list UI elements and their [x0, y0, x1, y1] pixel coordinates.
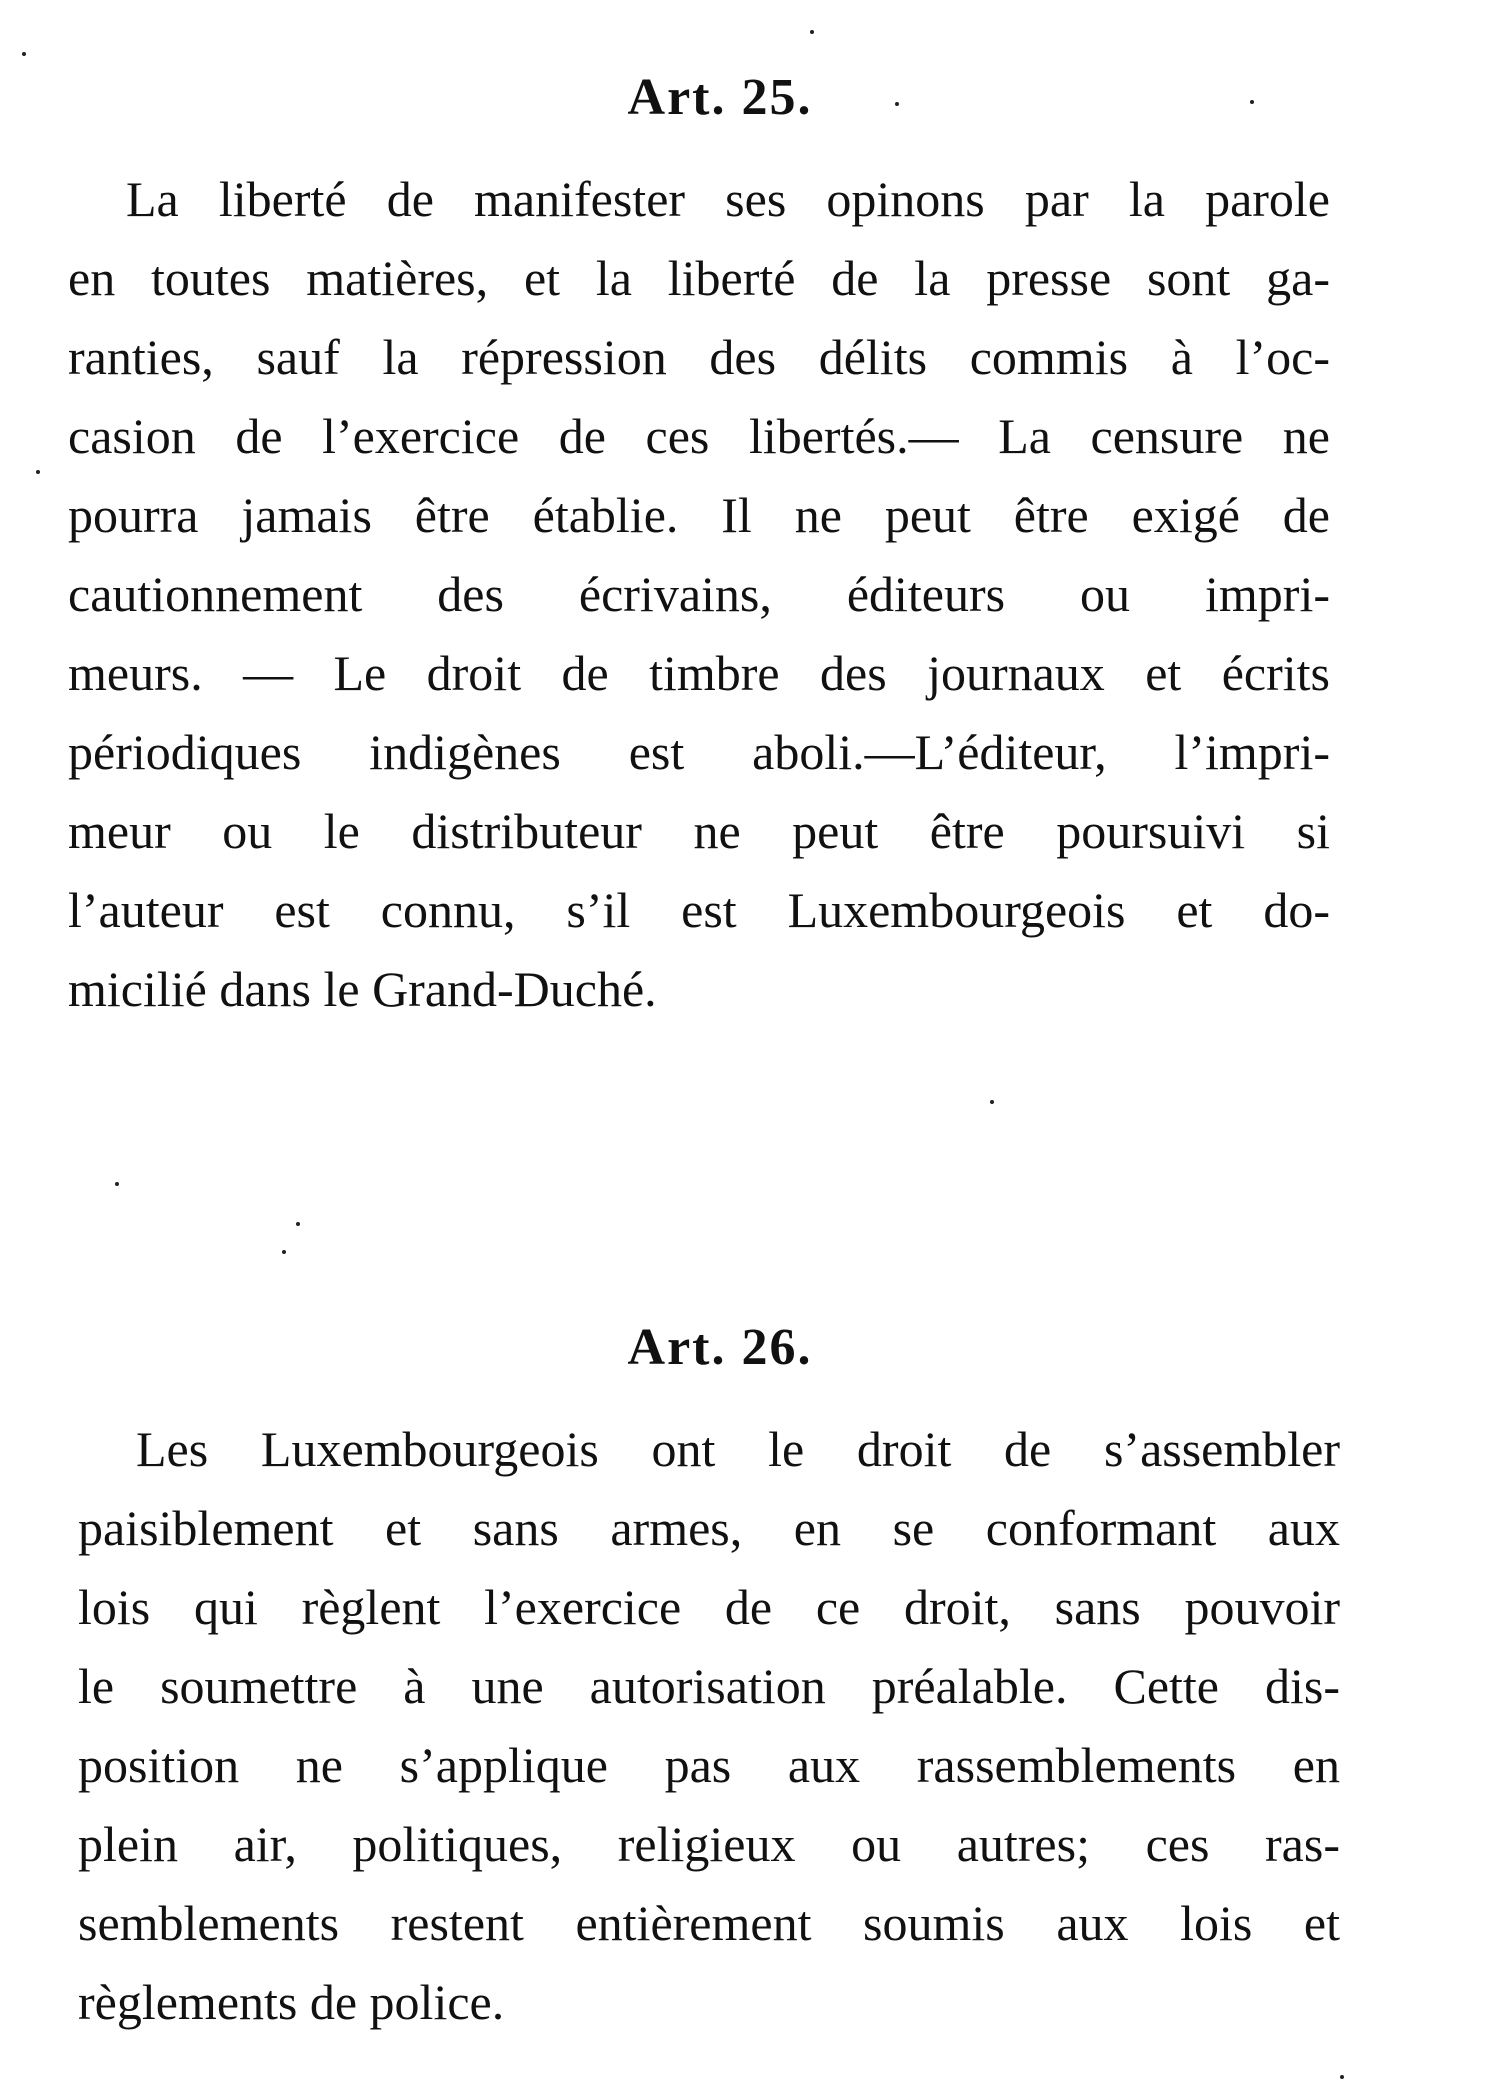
article-25-line: meur ou le distributeur ne peut être poursuivi si — [68, 803, 1330, 859]
scan-speck — [36, 470, 40, 474]
article-25-heading: Art. 25. — [627, 69, 813, 126]
article-25-line: l’auteur est connu, s’il est Luxembourgeois et do- — [68, 882, 1330, 938]
scan-speck — [1340, 2075, 1344, 2079]
article-26-line: position ne s’applique pas aux rassemblements en — [78, 1737, 1340, 1793]
article-25-line: La liberté de manifester ses opinons par la parole — [126, 171, 1330, 227]
article-26-line: le soumettre à une autorisation préalable. Cette dis- — [78, 1658, 1340, 1714]
article-25-line: meurs. — Le droit de timbre des journaux et écrits — [68, 645, 1330, 701]
scan-speck — [296, 1222, 300, 1226]
scan-speck — [810, 30, 814, 34]
article-26-line: semblements restent entièrement soumis aux lois et — [78, 1895, 1340, 1951]
scan-speck — [22, 52, 26, 56]
article-25-line: cautionnement des écrivains, éditeurs ou impri- — [68, 566, 1330, 622]
article-25-line: en toutes matières, et la liberté de la presse sont ga- — [68, 250, 1330, 306]
article-25-line: micilié dans le Grand-Duché. — [68, 961, 657, 1017]
scan-speck — [282, 1250, 286, 1254]
scan-speck — [115, 1182, 119, 1186]
article-26-line: Les Luxembourgeois ont le droit de s’assembler — [136, 1421, 1340, 1477]
article-25-line: périodiques indigènes est aboli.—L’éditeur, l’impri- — [68, 724, 1330, 780]
article-26-line: paisiblement et sans armes, en se conformant aux — [78, 1500, 1340, 1556]
article-26-line: règlements de police. — [78, 1974, 505, 2030]
article-26-line: plein air, politiques, religieux ou autres; ces ras- — [78, 1816, 1340, 1872]
article-26-line: lois qui règlent l’exercice de ce droit, sans pouvoir — [78, 1579, 1340, 1635]
article-26-body — [78, 1410, 1340, 2042]
scan-speck — [990, 1100, 994, 1104]
scan-speck — [895, 102, 899, 106]
article-25-line: casion de l’exercice de ces libertés.— La censure ne — [68, 408, 1330, 464]
scan-speck — [1250, 100, 1254, 104]
article-25-line: pourra jamais être établie. Il ne peut être exigé de — [68, 487, 1330, 543]
article-26-heading: Art. 26. — [627, 1319, 813, 1376]
article-25-line: ranties, sauf la répression des délits commis à l’oc- — [68, 329, 1330, 385]
article-25-body — [68, 160, 1330, 1029]
